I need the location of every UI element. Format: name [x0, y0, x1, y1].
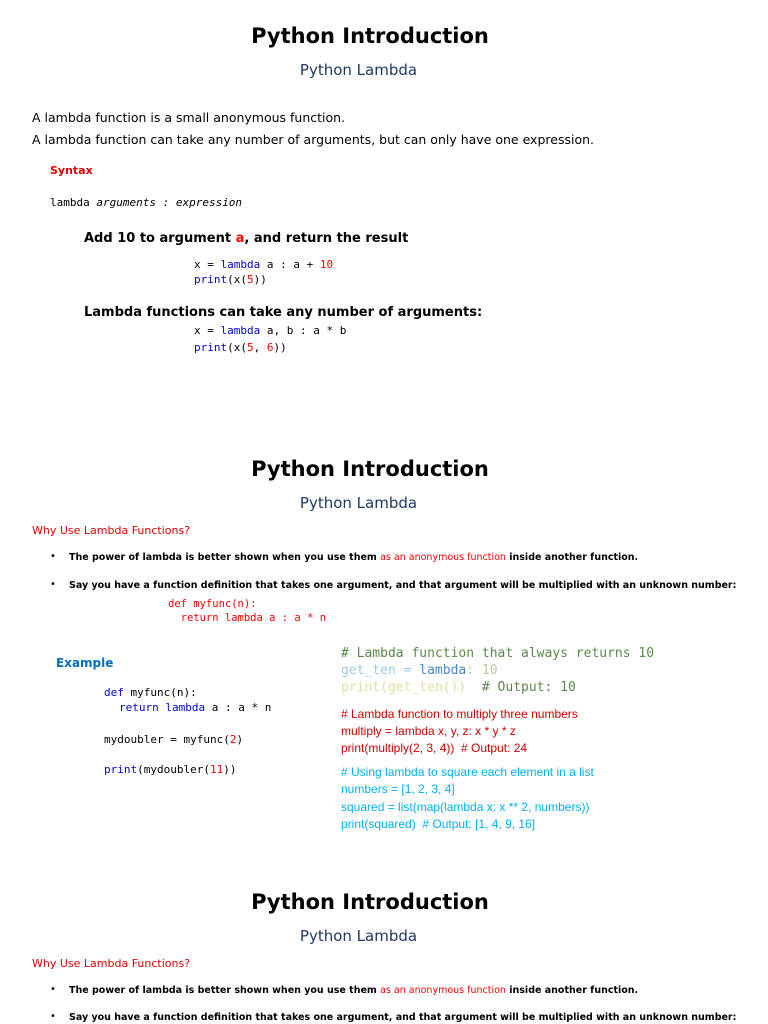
- slide3-bullet-2: Say you have a function definition that takes one argument, and that argument will be multiplied with an unknown number:: [69, 1012, 737, 1023]
- example-line1: def myfunc(n):: [104, 686, 197, 699]
- slide2-title: Python Introduction: [251, 457, 489, 481]
- bullet-icon: •: [50, 551, 56, 562]
- slide3-why-heading: Why Use Lambda Functions?: [32, 957, 191, 970]
- slide2-bullet-2: Say you have a function definition that takes one argument, and that argument will be multiplied with an unknown number:: [69, 580, 737, 591]
- heading-add-10: Add 10 to argument a, and return the result: [84, 231, 409, 246]
- get-ten-line: get_ten = lambda: 10: [341, 663, 498, 678]
- example-line3: mydoubler = myfunc(2): [104, 733, 244, 746]
- bullet-icon: •: [50, 1011, 56, 1022]
- bullet-icon: •: [50, 579, 56, 590]
- example-label: Example: [56, 656, 114, 670]
- heading-any-args: Lambda functions can take any number of arguments:: [84, 305, 483, 320]
- slide1-paragraph-2: A lambda function can take any number of arguments, but can only have one expression.: [32, 132, 594, 147]
- multiply-comment: # Lambda function to multiply three numbers: [341, 707, 578, 721]
- syntax-args: arguments : expression: [96, 196, 243, 209]
- slide1-paragraph-1: A lambda function is a small anonymous function.: [32, 110, 346, 125]
- slide1-subtitle: Python Lambda: [299, 61, 418, 79]
- slide3-subtitle: Python Lambda: [299, 927, 418, 945]
- numbers-line: numbers = [1, 2, 3, 4]: [341, 782, 455, 796]
- multiply-def: multiply = lambda x, y, z: x * y * z: [341, 724, 516, 738]
- bullet-icon: •: [50, 984, 56, 995]
- syntax-keyword: lambda: [50, 196, 97, 209]
- myfunc-code-line1: def myfunc(n):: [168, 598, 257, 610]
- example-line2: return lambda a : a * n: [119, 701, 272, 714]
- code2-line2: print(x(5, 6)): [194, 341, 287, 354]
- get-ten-comment: # Lambda function that always returns 10: [341, 646, 655, 661]
- myfunc-code-line2: return lambda a : a * n: [168, 612, 327, 624]
- slide2-subtitle: Python Lambda: [299, 494, 418, 512]
- slide2-bullet-1: The power of lambda is better shown when you use them as an anonymous function inside another function.: [69, 552, 639, 563]
- squared-line: squared = list(map(lambda x: x ** 2, numbers)): [341, 800, 590, 814]
- print-get-ten-line: print(get_ten()) # Output: 10: [341, 680, 576, 695]
- square-comment: # Using lambda to square each element in a list: [341, 765, 594, 779]
- slide1-title: Python Introduction: [251, 24, 489, 48]
- syntax-code: [50, 196, 242, 209]
- multiply-print: print(multiply(2, 3, 4)) # Output: 24: [341, 741, 528, 755]
- why-lambda-heading: Why Use Lambda Functions?: [32, 524, 191, 537]
- code1-line1: x = lambda a : a + 10: [194, 258, 334, 271]
- code1-line2: print(x(5)): [194, 273, 267, 286]
- syntax-label: Syntax: [50, 164, 93, 177]
- example-line4: print(mydoubler(11)): [104, 763, 237, 776]
- code2-line1: x = lambda a, b : a * b: [194, 324, 347, 337]
- slide3-bullet-1: The power of lambda is better shown when you use them as an anonymous function inside another function.: [69, 985, 639, 996]
- slide3-title: Python Introduction: [251, 890, 489, 914]
- print-squared-line: print(squared) # Output: [1, 4, 9, 16]: [341, 817, 536, 831]
